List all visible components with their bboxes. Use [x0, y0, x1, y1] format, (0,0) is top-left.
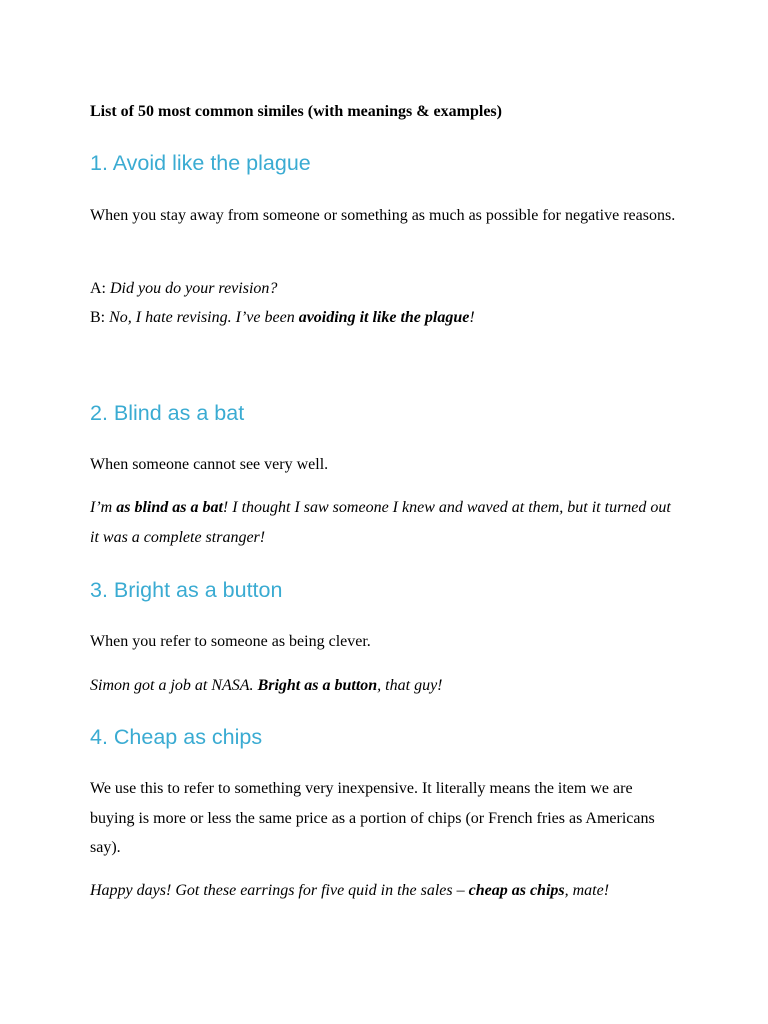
- simile-highlight: avoiding it like the plague: [298, 309, 470, 326]
- section-example: [90, 876, 680, 906]
- section-heading-avoid-like-the-plague: 1. Avoid like the plague: [90, 151, 311, 175]
- dialogue-text: No, I hate revising. I’ve been: [109, 309, 299, 326]
- dialogue-line-b: [90, 307, 475, 329]
- section-meaning: When you refer to someone as being clever.: [90, 633, 371, 650]
- document-title: List of 50 most common similes (with meanings & examples): [90, 103, 502, 120]
- section-heading-blind-as-a-bat: 2. Blind as a bat: [90, 401, 245, 425]
- simile-highlight: Bright as a button: [257, 677, 378, 694]
- example-text: I’m: [90, 499, 117, 516]
- speaker-label: B:: [90, 309, 110, 326]
- dialogue-text: !: [469, 309, 475, 326]
- dialogue-text: Did you do your revision?: [110, 280, 278, 297]
- simile-highlight: cheap as chips: [468, 882, 565, 899]
- speaker-label: A:: [90, 280, 110, 297]
- example-text: Simon got a job at NASA.: [90, 677, 258, 694]
- simile-highlight: as blind as a bat: [116, 499, 223, 516]
- section-heading-cheap-as-chips: 4. Cheap as chips: [90, 725, 263, 749]
- dialogue-line-a: [90, 278, 277, 300]
- section-example: [90, 671, 680, 701]
- example-text: Happy days! Got these earrings for five quid in the sales –: [90, 882, 469, 899]
- section-meaning: When someone cannot see very well.: [90, 456, 329, 473]
- example-text: , mate!: [564, 882, 610, 899]
- example-text: , that guy!: [377, 677, 443, 694]
- section-meaning: When you stay away from someone or something as much as possible for negative reasons.: [90, 207, 676, 224]
- section-heading-bright-as-a-button: 3. Bright as a button: [90, 578, 283, 602]
- section-example: [90, 493, 680, 552]
- section-meaning: We use this to refer to something very inexpensive. It literally means the item we are buying is more or less the same price as a portion of chips (or French fries as Americans say).: [90, 780, 655, 856]
- example-text: ! I thought I saw someone I knew and waved at them, but it turned out it was a complete stranger!: [90, 499, 671, 546]
